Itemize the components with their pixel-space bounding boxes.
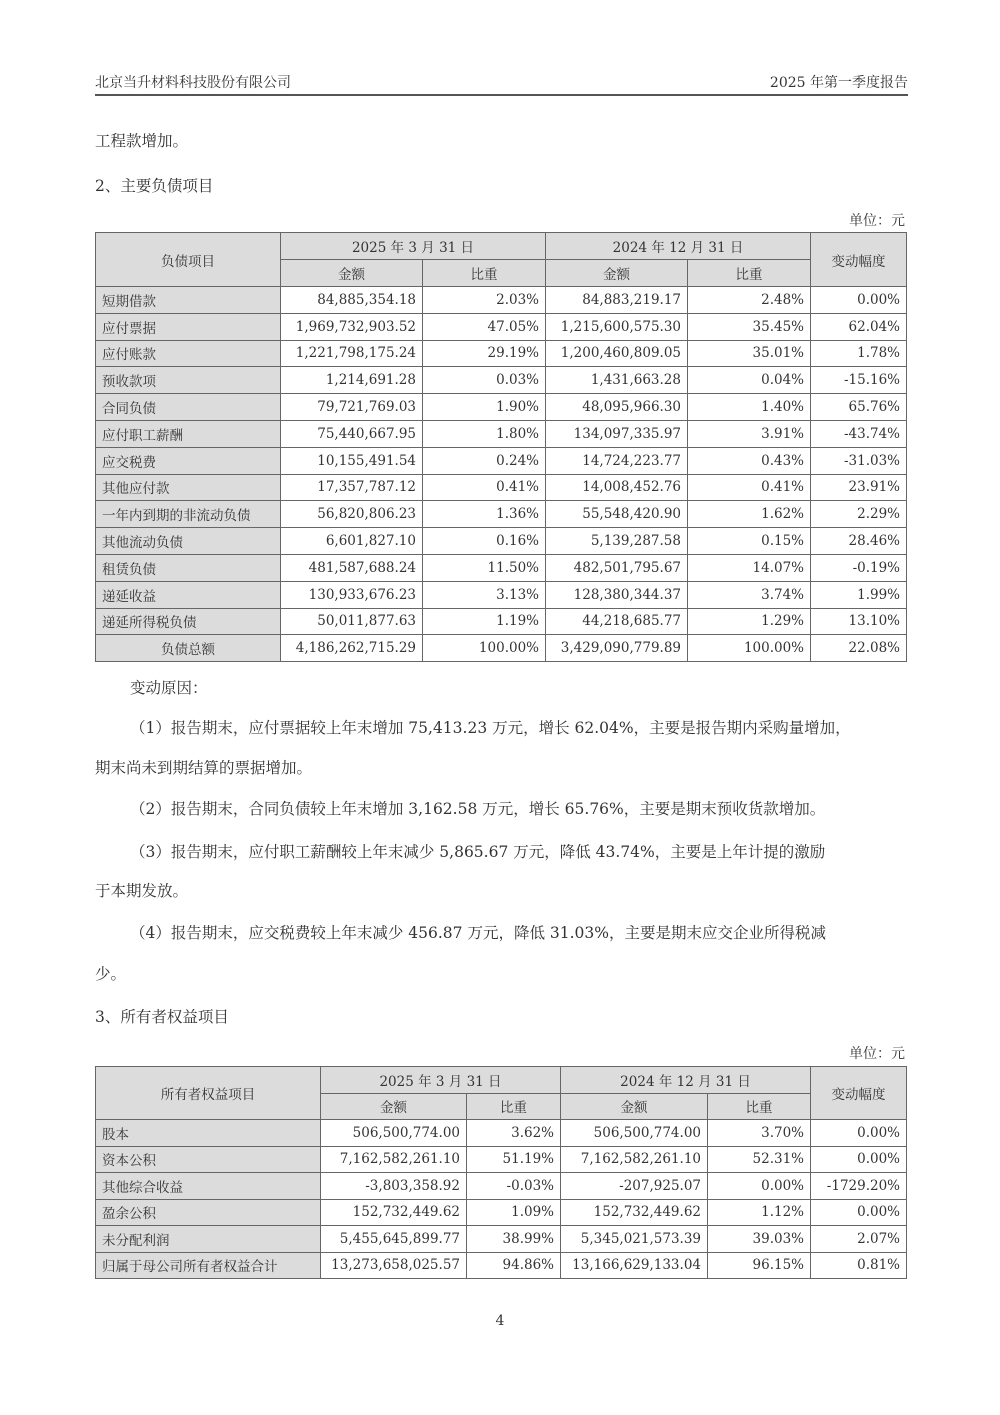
amount-prior: 128,380,344.37 (546, 581, 688, 608)
amount-prior: 1,431,663.28 (546, 367, 688, 394)
change-rate: 62.04% (811, 313, 907, 340)
amount-prior: 7,162,582,261.10 (561, 1146, 708, 1173)
ratio-current: 11.50% (423, 554, 546, 581)
amount-prior: 55,548,420.90 (546, 501, 688, 528)
col-header-ratio1: 比重 (423, 260, 546, 287)
col-header-item: 负债项目 (96, 233, 281, 287)
col-header-amount1: 金额 (321, 1093, 467, 1120)
amount-current: 56,820,806.23 (281, 501, 423, 528)
amount-current: 7,162,582,261.10 (321, 1146, 467, 1173)
liabilities-table (95, 232, 907, 662)
col-header-ratio2: 比重 (688, 260, 811, 287)
ratio-prior: 0.15% (688, 528, 811, 555)
row-label: 应付职工薪酬 (96, 420, 281, 447)
col-header-ratio1: 比重 (467, 1093, 561, 1120)
report-title: 2025 年第一季度报告 (769, 75, 908, 91)
ratio-current: 0.41% (423, 474, 546, 501)
intro-tail-text: 工程款增加。 (95, 132, 189, 150)
change-rate: -1729.20% (811, 1173, 907, 1200)
amount-current: 6,601,827.10 (281, 528, 423, 555)
reason-4-line1: （4）报告期末，应交税费较上年末减少 456.87 万元，降低 31.03%，主要是期末应交企业所得税减 (130, 924, 826, 942)
amount-prior: 3,429,090,779.89 (546, 635, 688, 662)
reason-1-line1: （1）报告期末，应付票据较上年末增加 75,413.23 万元，增长 62.04%，主要是报告期内采购量增加， (130, 719, 851, 737)
row-label: 其他流动负债 (96, 528, 281, 555)
amount-prior: 152,732,449.62 (561, 1199, 708, 1226)
col-header-period2: 2024 年 12 月 31 日 (546, 233, 811, 260)
table-row (96, 313, 907, 340)
amount-current: 17,357,787.12 (281, 474, 423, 501)
liabilities-unit-label: 单位：元 (849, 213, 905, 229)
table-row (96, 1120, 907, 1147)
ratio-current: 0.24% (423, 447, 546, 474)
change-rate: 22.08% (811, 635, 907, 662)
amount-current: 10,155,491.54 (281, 447, 423, 474)
amount-current: 130,933,676.23 (281, 581, 423, 608)
ratio-prior: 0.00% (708, 1173, 811, 1200)
amount-prior: 44,218,685.77 (546, 608, 688, 635)
change-rate: 1.99% (811, 581, 907, 608)
amount-current: 152,732,449.62 (321, 1199, 467, 1226)
reason-3-line2: 于本期发放。 (95, 882, 189, 900)
table-row (96, 581, 907, 608)
amount-prior: 134,097,335.97 (546, 420, 688, 447)
ratio-current: 1.19% (423, 608, 546, 635)
reason-1-line2: 期末尚未到期结算的票据增加。 (95, 759, 313, 777)
col-header-item: 所有者权益项目 (96, 1067, 321, 1120)
amount-current: 50,011,877.63 (281, 608, 423, 635)
change-rate: -43.74% (811, 420, 907, 447)
table-row (96, 1252, 907, 1279)
amount-prior: 5,139,287.58 (546, 528, 688, 555)
col-header-period2: 2024 年 12 月 31 日 (561, 1067, 811, 1094)
change-rate: 0.00% (811, 1146, 907, 1173)
table-row (96, 501, 907, 528)
ratio-current: 0.16% (423, 528, 546, 555)
change-rate: -15.16% (811, 367, 907, 394)
ratio-prior: 0.41% (688, 474, 811, 501)
table-row (96, 420, 907, 447)
amount-current: -3,803,358.92 (321, 1173, 467, 1200)
table-row (96, 447, 907, 474)
ratio-prior: 96.15% (708, 1252, 811, 1279)
change-rate: -31.03% (811, 447, 907, 474)
ratio-current: 0.03% (423, 367, 546, 394)
col-header-change: 变动幅度 (811, 1067, 907, 1120)
ratio-prior: 3.74% (688, 581, 811, 608)
row-label: 递延收益 (96, 581, 281, 608)
amount-current: 79,721,769.03 (281, 394, 423, 421)
ratio-prior: 1.40% (688, 394, 811, 421)
amount-prior: 482,501,795.67 (546, 554, 688, 581)
ratio-prior: 2.48% (688, 287, 811, 314)
table-row (96, 1173, 907, 1200)
page-number: 4 (495, 1313, 505, 1329)
ratio-prior: 100.00% (688, 635, 811, 662)
ratio-prior: 35.45% (688, 313, 811, 340)
ratio-prior: 3.70% (708, 1120, 811, 1147)
change-rate: 0.00% (811, 1199, 907, 1226)
reasons-title: 变动原因： (130, 679, 208, 697)
amount-current: 481,587,688.24 (281, 554, 423, 581)
row-label: 股本 (96, 1120, 321, 1147)
amount-prior: -207,925.07 (561, 1173, 708, 1200)
reason-3-line1: （3）报告期末，应付职工薪酬较上年末减少 5,865.67 万元，降低 43.74%，主要是上年计提的激励 (130, 843, 826, 861)
table-row (96, 367, 907, 394)
ratio-prior: 35.01% (688, 340, 811, 367)
col-header-amount2: 金额 (546, 260, 688, 287)
change-rate: 65.76% (811, 394, 907, 421)
change-rate: 23.91% (811, 474, 907, 501)
change-rate: 0.81% (811, 1252, 907, 1279)
row-label: 其他综合收益 (96, 1173, 321, 1200)
ratio-current: 94.86% (467, 1252, 561, 1279)
ratio-current: 100.00% (423, 635, 546, 662)
amount-current: 75,440,667.95 (281, 420, 423, 447)
reason-4-line2: 少。 (95, 965, 127, 983)
ratio-prior: 1.62% (688, 501, 811, 528)
ratio-current: 1.09% (467, 1199, 561, 1226)
row-label: 应交税费 (96, 447, 281, 474)
amount-prior: 14,008,452.76 (546, 474, 688, 501)
amount-current: 1,214,691.28 (281, 367, 423, 394)
amount-current: 1,221,798,175.24 (281, 340, 423, 367)
ratio-current: 1.80% (423, 420, 546, 447)
amount-current: 84,885,354.18 (281, 287, 423, 314)
ratio-prior: 14.07% (688, 554, 811, 581)
amount-current: 13,273,658,025.57 (321, 1252, 467, 1279)
ratio-current: 29.19% (423, 340, 546, 367)
col-header-period1: 2025 年 3 月 31 日 (281, 233, 546, 260)
ratio-current: 3.62% (467, 1120, 561, 1147)
table-row (96, 1146, 907, 1173)
table-row (96, 287, 907, 314)
table-row (96, 554, 907, 581)
ratio-prior: 3.91% (688, 420, 811, 447)
table-row (96, 608, 907, 635)
change-rate: 2.07% (811, 1226, 907, 1253)
equity-unit-label: 单位：元 (849, 1046, 905, 1062)
row-label: 合同负债 (96, 394, 281, 421)
ratio-current: 3.13% (423, 581, 546, 608)
row-label: 短期借款 (96, 287, 281, 314)
row-label: 负债总额 (96, 635, 281, 662)
ratio-prior: 0.04% (688, 367, 811, 394)
row-label: 盈余公积 (96, 1199, 321, 1226)
change-rate: 0.00% (811, 1120, 907, 1147)
table-row (96, 1199, 907, 1226)
ratio-current: 47.05% (423, 313, 546, 340)
row-label: 应付账款 (96, 340, 281, 367)
row-label: 资本公积 (96, 1146, 321, 1173)
amount-prior: 1,215,600,575.30 (546, 313, 688, 340)
change-rate: 2.29% (811, 501, 907, 528)
row-label: 预收款项 (96, 367, 281, 394)
table-row (96, 635, 907, 662)
change-rate: -0.19% (811, 554, 907, 581)
ratio-current: 38.99% (467, 1226, 561, 1253)
row-label: 其他应付款 (96, 474, 281, 501)
amount-prior: 84,883,219.17 (546, 287, 688, 314)
row-label: 未分配利润 (96, 1226, 321, 1253)
ratio-current: 51.19% (467, 1146, 561, 1173)
col-header-amount2: 金额 (561, 1093, 708, 1120)
row-label: 应付票据 (96, 313, 281, 340)
page-header (95, 72, 908, 96)
amount-prior: 13,166,629,133.04 (561, 1252, 708, 1279)
col-header-ratio2: 比重 (708, 1093, 811, 1120)
col-header-amount1: 金额 (281, 260, 423, 287)
amount-current: 4,186,262,715.29 (281, 635, 423, 662)
row-label: 归属于母公司所有者权益合计 (96, 1252, 321, 1279)
amount-prior: 506,500,774.00 (561, 1120, 708, 1147)
amount-prior: 48,095,966.30 (546, 394, 688, 421)
table-row (96, 340, 907, 367)
ratio-prior: 52.31% (708, 1146, 811, 1173)
ratio-current: 2.03% (423, 287, 546, 314)
col-header-period1: 2025 年 3 月 31 日 (321, 1067, 561, 1094)
row-label: 租赁负债 (96, 554, 281, 581)
change-rate: 0.00% (811, 287, 907, 314)
ratio-current: -0.03% (467, 1173, 561, 1200)
reason-2-line1: （2）报告期末，合同负债较上年末增加 3,162.58 万元，增长 65.76%，主要是期末预收货款增加。 (130, 800, 826, 818)
amount-prior: 1,200,460,809.05 (546, 340, 688, 367)
amount-prior: 14,724,223.77 (546, 447, 688, 474)
table-row (96, 394, 907, 421)
change-rate: 13.10% (811, 608, 907, 635)
row-label: 一年内到期的非流动负债 (96, 501, 281, 528)
ratio-prior: 1.29% (688, 608, 811, 635)
table-row (96, 474, 907, 501)
amount-current: 506,500,774.00 (321, 1120, 467, 1147)
liabilities-section-title: 2、主要负债项目 (95, 177, 214, 195)
ratio-current: 1.36% (423, 501, 546, 528)
table-row (96, 1226, 907, 1253)
ratio-current: 1.90% (423, 394, 546, 421)
col-header-change: 变动幅度 (811, 233, 907, 287)
ratio-prior: 0.43% (688, 447, 811, 474)
amount-current: 1,969,732,903.52 (281, 313, 423, 340)
amount-current: 5,455,645,899.77 (321, 1226, 467, 1253)
equity-section-title: 3、所有者权益项目 (95, 1008, 229, 1026)
change-rate: 1.78% (811, 340, 907, 367)
company-name: 北京当升材料科技股份有限公司 (95, 75, 291, 91)
ratio-prior: 39.03% (708, 1226, 811, 1253)
amount-prior: 5,345,021,573.39 (561, 1226, 708, 1253)
table-row (96, 528, 907, 555)
equity-table (95, 1066, 907, 1279)
row-label: 递延所得税负债 (96, 608, 281, 635)
change-rate: 28.46% (811, 528, 907, 555)
ratio-prior: 1.12% (708, 1199, 811, 1226)
